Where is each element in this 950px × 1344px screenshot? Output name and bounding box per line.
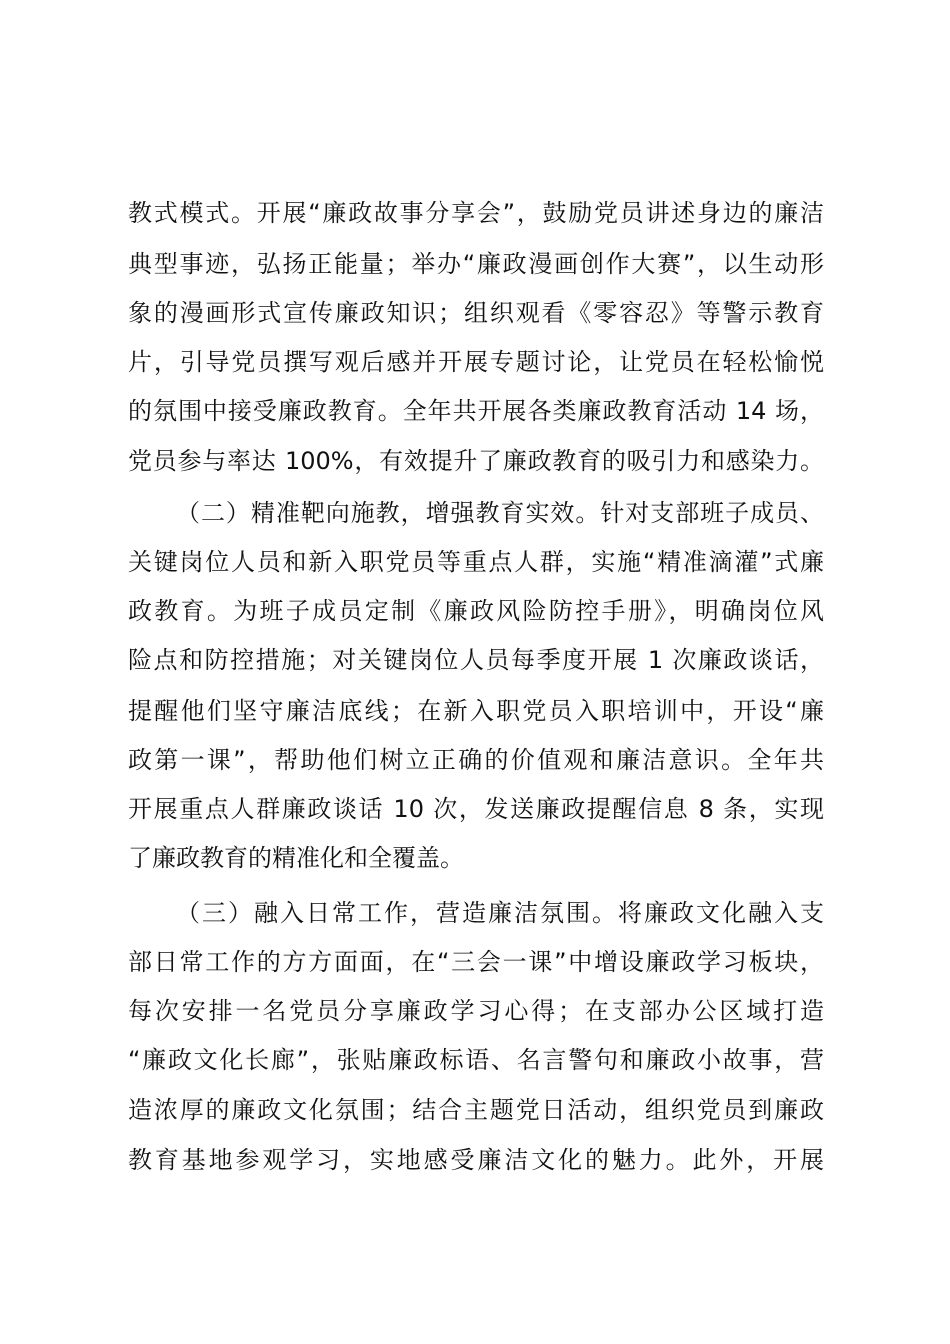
text-line: 险点和防控措施；对关键岗位人员每季度开展 1 次廉政谈话， (128, 646, 824, 674)
text-line: 造浓厚的廉政文化氛围；结合主题党日活动，组织党员到廉政 (128, 1096, 824, 1124)
text-line: 开展重点人群廉政谈话 10 次，发送廉政提醒信息 8 条，实现 (128, 795, 824, 823)
text-line: 的氛围中接受廉政教育。全年共开展各类廉政教育活动 14 场， (128, 397, 824, 425)
text-line: （二）精准靶向施教，增强教育实效。针对支部班子成员、 (176, 499, 824, 527)
text-line: 党员参与率达 100%，有效提升了廉政教育的吸引力和感染力。 (128, 447, 824, 475)
text-line: 教式模式。开展“廉政故事分享会”，鼓励党员讲述身边的廉洁 (128, 199, 824, 227)
text-line: 片，引导党员撰写观后感并开展专题讨论，让党员在轻松愉悦 (128, 348, 824, 376)
text-line: 每次安排一名党员分享廉政学习心得；在支部办公区域打造 (128, 997, 824, 1025)
text-line: （三）融入日常工作，营造廉洁氛围。将廉政文化融入支 (176, 899, 824, 927)
text-line: 关键岗位人员和新入职党员等重点人群，实施“精准滴灌”式廉 (128, 548, 824, 576)
text-line: 典型事迹，弘扬正能量；举办“廉政漫画创作大赛”，以生动形 (128, 250, 824, 278)
text-line: 象的漫画形式宣传廉政知识；组织观看《零容忍》等警示教育 (128, 299, 824, 327)
text-line: “廉政文化长廊”，张贴廉政标语、名言警句和廉政小故事，营 (128, 1046, 824, 1074)
text-line: 政第一课”，帮助他们树立正确的价值观和廉洁意识。全年共 (128, 746, 824, 774)
text-line: 部日常工作的方方面面，在“三会一课”中增设廉政学习板块， (128, 948, 824, 976)
text-line: 政教育。为班子成员定制《廉政风险防控手册》，明确岗位风 (128, 597, 824, 625)
text-line: 提醒他们坚守廉洁底线；在新入职党员入职培训中，开设“廉 (128, 697, 824, 725)
text-line: 教育基地参观学习，实地感受廉洁文化的魅力。此外，开展 (128, 1146, 824, 1174)
text-line: 了廉政教育的精准化和全覆盖。 (128, 844, 464, 872)
